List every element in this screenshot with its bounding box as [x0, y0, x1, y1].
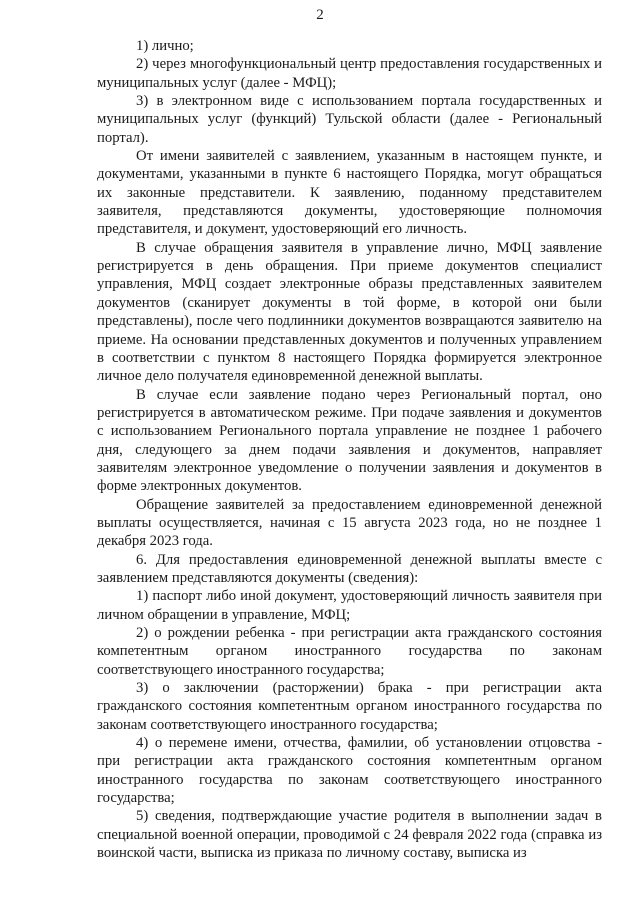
document-item-passport: 1) паспорт либо иной документ, удостоверяющий личность заявителя при личном обращении в управление, МФЦ; — [97, 588, 602, 623]
document-item-birth: 2) о рождении ребенка - при регистрации акта гражданского состояния компетентным органом иностранного государства по законам соответствующего иностранного государства; — [97, 625, 602, 678]
paragraph-personal-visit: В случае обращения заявителя в управление лично, МФЦ заявление регистрируется в день обращения. При приеме документов специалист управления, МФЦ создает электронные образы представленных заявителем документов (сканирует документы в той форме, в которой они были представлены), после чего подлинники документов возвращаются заявителю на приеме. На основании представленных документов и полученных управлением в соответствии с пунктом 8 настоящего Порядка формируется электронное личное дело получателя единовременной денежной выплаты. — [97, 239, 602, 385]
document-item-military-operation: 5) сведения, подтверждающие участие родителя в выполнении задач в специальной военной операции, проводимой с 24 февраля 2022 года (справка из воинской части, выписка из приказа по личному составу, выписка из — [97, 808, 602, 862]
paragraph-regional-portal: В случае если заявление подано через Региональный портал, оно регистрируется в автоматическом режиме. При подаче заявления и документов с использованием Регионального портала управление не позднее 1 рабочего дня, следующего за днем подачи заявления и документов, направляет заявителям электронное уведомление о получении заявления и документов в форме электронных документов. — [97, 386, 602, 495]
paragraph-application-period: Обращение заявителей за предоставлением единовременной денежной выплаты осуществляется, начиная с 15 августа 2023 года, но не позднее 1 декабря 2023 года. — [97, 496, 602, 550]
paragraph-representatives: От имени заявителей с заявлением, указанным в настоящем пункте, и документами, указанными в пункте 6 настоящего Порядка, могут обращаться их законные представители. К заявлению, поданному представителем заявителя, представляются документы, удостоверяющие полномочия представителя, и документ, удостоверяющий его личность. — [97, 148, 602, 238]
section-6-heading: 6. Для предоставления единовременной денежной выплаты вместе с заявлением представляются документы (сведения): — [97, 551, 602, 586]
list-item-mfc: 2) через многофункциональный центр предоставления государственных и муниципальных услуг (далее - МФЦ); — [97, 56, 602, 91]
list-item-in-person: 1) лично; — [136, 38, 194, 54]
page-number: 2 — [316, 7, 324, 23]
list-item-electronic: 3) в электронном виде с использованием портала государственных и муниципальных услуг (функций) Тульской области (далее - Региональный портал). — [97, 93, 602, 146]
document-item-marriage: 3) о заключении (расторжении) брака - при регистрации акта гражданского состояния компетентным органом иностранного государства по законам соответствующего иностранного государства; — [97, 680, 602, 733]
document-body — [97, 37, 602, 862]
document-item-name-change: 4) о перемене имени, отчества, фамилии, об установлении отцовства - при регистрации акта гражданского состояния компетентным органом иностранного государства по законам соответствующего иностранного государства; — [97, 735, 602, 807]
